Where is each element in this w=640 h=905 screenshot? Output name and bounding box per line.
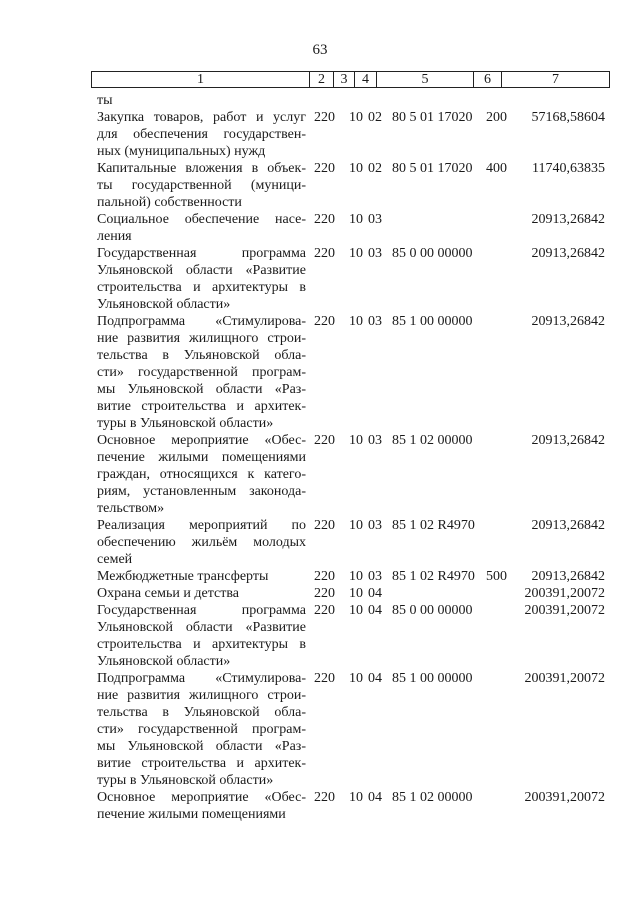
table-row bbox=[0, 109, 640, 160]
row-c4: 02 bbox=[368, 110, 382, 125]
row-c3: 10 bbox=[349, 161, 363, 176]
row-name-line: обеспечению жильём молодых bbox=[97, 535, 306, 550]
table-row bbox=[0, 245, 640, 313]
row-c3: 10 bbox=[349, 110, 363, 125]
row-c5: 85 1 02 00000 bbox=[392, 790, 473, 805]
row-name-line: строительства и архитектуры в bbox=[97, 637, 306, 652]
row-name-line: Государственная программа bbox=[97, 246, 306, 261]
row-c5: 85 1 02 00000 bbox=[392, 433, 473, 448]
row-c2: 220 bbox=[314, 518, 335, 533]
row-name bbox=[97, 109, 306, 160]
table-row bbox=[0, 789, 640, 823]
row-name-line: ты bbox=[97, 93, 113, 108]
header-col-5: 5 bbox=[377, 72, 474, 87]
row-c5: 80 5 01 17020 bbox=[392, 110, 473, 125]
row-name-line: Межбюджетные трансферты bbox=[97, 569, 269, 584]
row-c3: 10 bbox=[349, 246, 363, 261]
row-c3: 10 bbox=[349, 314, 363, 329]
row-c6: 500 bbox=[486, 569, 507, 584]
row-name-line: мы Ульяновской области «Раз- bbox=[97, 739, 306, 754]
row-name-line: витие строительства и архитек- bbox=[97, 399, 306, 414]
row-c2: 220 bbox=[314, 790, 335, 805]
header-col-2: 2 bbox=[310, 72, 334, 87]
row-name-line: Ульяновской области «Развитие bbox=[97, 263, 306, 278]
row-name-line: сти» государственной програм- bbox=[97, 722, 306, 737]
row-c2: 220 bbox=[314, 246, 335, 261]
row-c7: 20913,26842 bbox=[531, 518, 605, 533]
row-name-line: печение жилыми помещениями bbox=[97, 450, 306, 465]
row-name-line: Государственная программа bbox=[97, 603, 306, 618]
row-c2: 220 bbox=[314, 603, 335, 618]
row-name-line: Подпрограмма «Стимулирова- bbox=[97, 314, 306, 329]
header-col-6: 6 bbox=[474, 72, 502, 87]
row-name-line: тельства в Ульяновской обла- bbox=[97, 348, 306, 363]
row-c5: 85 1 02 R4970 bbox=[392, 569, 475, 584]
row-c3: 10 bbox=[349, 603, 363, 618]
row-c4: 02 bbox=[368, 161, 382, 176]
row-c6: 200 bbox=[486, 110, 507, 125]
row-c3: 10 bbox=[349, 212, 363, 227]
row-c3: 10 bbox=[349, 586, 363, 601]
row-name-line: ления bbox=[97, 229, 132, 244]
header-col-1: 1 bbox=[92, 72, 310, 87]
row-name-line: строительства и архитектуры в bbox=[97, 280, 306, 295]
row-name-line: тельства в Ульяновской обла- bbox=[97, 705, 306, 720]
row-c7: 20913,26842 bbox=[531, 433, 605, 448]
table-header bbox=[91, 71, 610, 88]
row-c2: 220 bbox=[314, 110, 335, 125]
header-col-4: 4 bbox=[355, 72, 377, 87]
table-row bbox=[0, 670, 640, 789]
row-name-line: риям, установленным законода- bbox=[97, 484, 306, 499]
row-c4: 03 bbox=[368, 246, 382, 261]
row-c5: 85 1 00 00000 bbox=[392, 671, 473, 686]
row-c6: 400 bbox=[486, 161, 507, 176]
row-name-line: граждан, относящихся к катего- bbox=[97, 467, 306, 482]
row-name-line: тельством» bbox=[97, 501, 165, 516]
row-c4: 03 bbox=[368, 212, 382, 227]
row-name-line: для обеспечения государствен- bbox=[97, 127, 306, 142]
row-c7: 57168,58604 bbox=[531, 110, 605, 125]
table-row bbox=[0, 160, 640, 211]
row-name-line: ние развития жилищного строи- bbox=[97, 688, 306, 703]
row-c4: 04 bbox=[368, 671, 382, 686]
row-name bbox=[97, 92, 306, 109]
row-name-line: Закупка товаров, работ и услуг bbox=[97, 110, 306, 125]
table-row bbox=[0, 602, 640, 670]
table-row bbox=[0, 585, 640, 602]
row-name-line: Основное мероприятие «Обес- bbox=[97, 433, 306, 448]
row-c4: 03 bbox=[368, 569, 382, 584]
row-c7: 20913,26842 bbox=[531, 569, 605, 584]
row-c2: 220 bbox=[314, 161, 335, 176]
row-name-line: печение жилыми помещениями bbox=[97, 807, 286, 822]
row-name bbox=[97, 789, 306, 823]
row-c7: 200391,20072 bbox=[524, 603, 605, 618]
row-c4: 04 bbox=[368, 603, 382, 618]
row-c7: 200391,20072 bbox=[524, 790, 605, 805]
row-c3: 10 bbox=[349, 671, 363, 686]
row-c2: 220 bbox=[314, 671, 335, 686]
row-name-line: Охрана семьи и детства bbox=[97, 586, 239, 601]
header-col-7: 7 bbox=[552, 72, 559, 87]
row-c4: 03 bbox=[368, 314, 382, 329]
row-name-line: Подпрограмма «Стимулирова- bbox=[97, 671, 306, 686]
table-row bbox=[0, 92, 640, 109]
row-name-line: ты государственной (муници- bbox=[97, 178, 306, 193]
row-c7: 20913,26842 bbox=[531, 212, 605, 227]
row-name-line: ние развития жилищного строи- bbox=[97, 331, 306, 346]
row-name bbox=[97, 517, 306, 568]
row-c2: 220 bbox=[314, 212, 335, 227]
table-body bbox=[0, 92, 640, 823]
row-name bbox=[97, 568, 306, 585]
row-name-line: Реализация мероприятий по bbox=[97, 518, 306, 533]
row-c2: 220 bbox=[314, 586, 335, 601]
row-c3: 10 bbox=[349, 790, 363, 805]
row-c7: 20913,26842 bbox=[531, 314, 605, 329]
table-row bbox=[0, 568, 640, 585]
header-col-3: 3 bbox=[334, 72, 355, 87]
row-name-line: туры в Ульяновской области» bbox=[97, 773, 274, 788]
table-row bbox=[0, 211, 640, 245]
row-c5: 85 0 00 00000 bbox=[392, 246, 473, 261]
row-c7: 200391,20072 bbox=[524, 671, 605, 686]
row-name-line: туры в Ульяновской области» bbox=[97, 416, 274, 431]
row-c2: 220 bbox=[314, 433, 335, 448]
row-c5: 85 1 00 00000 bbox=[392, 314, 473, 329]
row-c4: 03 bbox=[368, 518, 382, 533]
row-c5: 85 0 00 00000 bbox=[392, 603, 473, 618]
row-name bbox=[97, 160, 306, 211]
page-number: 63 bbox=[312, 42, 328, 58]
row-c2: 220 bbox=[314, 569, 335, 584]
row-name-line: витие строительства и архитек- bbox=[97, 756, 306, 771]
row-name bbox=[97, 602, 306, 670]
row-name-line: Капитальные вложения в объек- bbox=[97, 161, 306, 176]
row-name-line: Социальное обеспечение насе- bbox=[97, 212, 306, 227]
row-name-line: пальной) собственности bbox=[97, 195, 242, 210]
row-name-line: мы Ульяновской области «Раз- bbox=[97, 382, 306, 397]
row-name bbox=[97, 245, 306, 313]
row-c7: 200391,20072 bbox=[524, 586, 605, 601]
row-name bbox=[97, 211, 306, 245]
row-name bbox=[97, 432, 306, 517]
row-name-line: семей bbox=[97, 552, 133, 567]
row-name bbox=[97, 670, 306, 789]
row-name-line: Ульяновской области» bbox=[97, 654, 231, 669]
row-c4: 03 bbox=[368, 433, 382, 448]
row-c4: 04 bbox=[368, 586, 382, 601]
table-row bbox=[0, 432, 640, 517]
table-row bbox=[0, 517, 640, 568]
row-c5: 80 5 01 17020 bbox=[392, 161, 473, 176]
row-name-line: Основное мероприятие «Обес- bbox=[97, 790, 306, 805]
row-c3: 10 bbox=[349, 569, 363, 584]
row-name-line: ных (муниципальных) нужд bbox=[97, 144, 266, 159]
row-c4: 04 bbox=[368, 790, 382, 805]
row-c7: 11740,63835 bbox=[532, 161, 605, 176]
table-row bbox=[0, 313, 640, 432]
row-name-line: Ульяновской области» bbox=[97, 297, 231, 312]
row-name-line: сти» государственной програм- bbox=[97, 365, 306, 380]
row-c3: 10 bbox=[349, 433, 363, 448]
row-name bbox=[97, 585, 306, 602]
row-c2: 220 bbox=[314, 314, 335, 329]
row-c3: 10 bbox=[349, 518, 363, 533]
row-name-line: Ульяновской области «Развитие bbox=[97, 620, 306, 635]
row-c7: 20913,26842 bbox=[531, 246, 605, 261]
row-c5: 85 1 02 R4970 bbox=[392, 518, 475, 533]
row-name bbox=[97, 313, 306, 432]
